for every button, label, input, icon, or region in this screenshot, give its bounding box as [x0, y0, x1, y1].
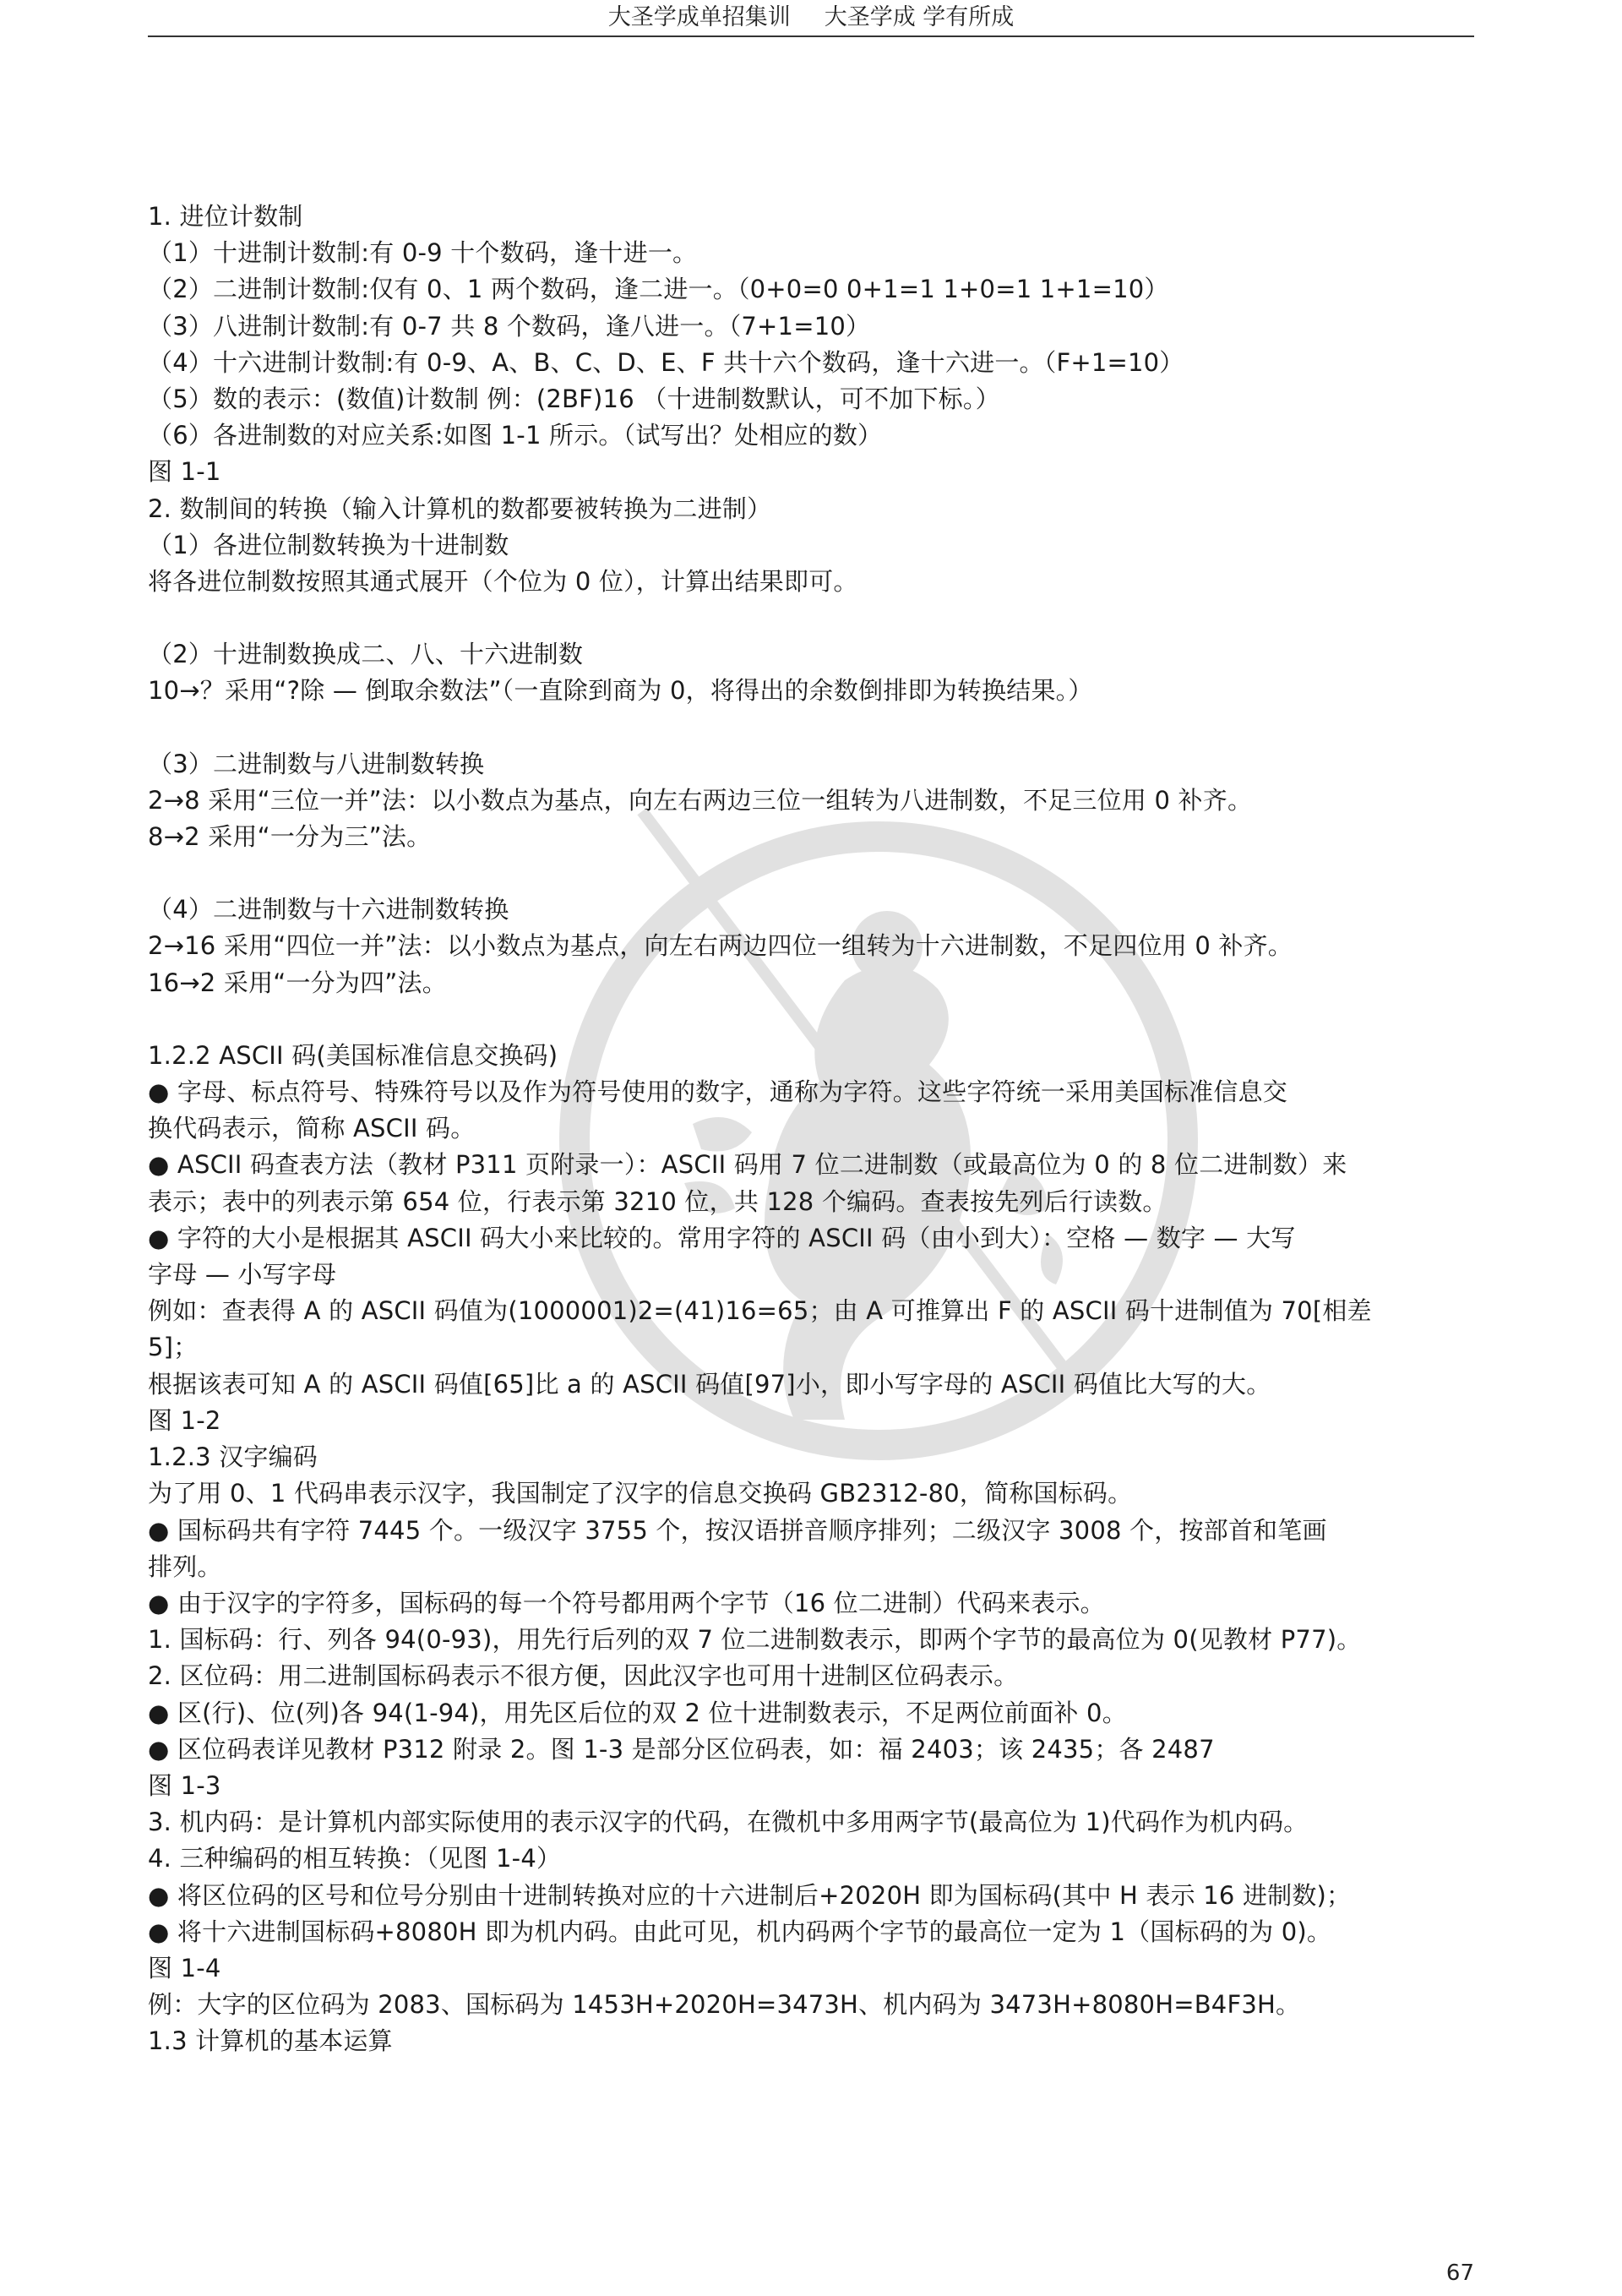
document-body: [148, 199, 1491, 2060]
text-line: 16→2 采用“一分为四”法。: [148, 968, 447, 997]
text-line: ● 区位码表详见教材 P312 附录 2。图 1-3 是部分区位码表，如：福 2403；该 2435；各 2487: [148, 1734, 1215, 1764]
page-number: 67: [1445, 2261, 1474, 2286]
text-line: 图 1-2: [148, 1405, 221, 1435]
text-line: 4. 三种编码的相互转换：（见图 1-4）: [148, 1844, 562, 1873]
text-line: 例如：查表得 A 的 ASCII 码值为(1000001)2=(41)16=65；由 A 可推算出 F 的 ASCII 码十进制值为 70[相差: [148, 1296, 1372, 1326]
text-line: （3）八进制计数制:有 0-7 共 8 个数码，逢八进一。（7+1=10）: [148, 311, 871, 341]
header-right-text: 大圣学成 学有所成: [824, 4, 1015, 30]
text-line: 表示；表中的列表示第 654 位，行表示第 3210 位，共 128 个编码。查表按先列后行读数。: [148, 1186, 1168, 1216]
text-line: 1. 国标码：行、列各 94(0-93)，用先行后列的双 7 位二进制数表示，即两个字节的最高位为 0(见教材 P77)。: [148, 1625, 1362, 1655]
text-line: 图 1-3: [148, 1770, 221, 1800]
blank-line: [148, 1001, 1491, 1038]
text-line: （6）各进制数的对应关系:如图 1-1 所示。（试写出？处相应的数）: [148, 421, 883, 450]
text-line: （2）二进制计数制:仅有 0、1 两个数码，逢二进一。（0+0=0 0+1=1 1+0=1 1+1=10）: [148, 275, 1169, 304]
text-line: 2→16 采用“四位一并”法：以小数点为基点，向左右两边四位一组转为十六进制数，不足四位用 0 补齐。: [148, 931, 1293, 961]
text-line: 10→？采用“?除 — 倒取余数法”（一直除到商为 0，将得出的余数倒排即为转换结果。）: [148, 676, 1093, 706]
blank-line: [148, 710, 1491, 746]
text-line: 8→2 采用“一分为三”法。: [148, 822, 432, 852]
text-line: ● ASCII 码查表方法（教材 P311 页附录一）：ASCII 码用 7 位二进制数（或最高位为 0 的 8 位二进制数）来: [148, 1150, 1347, 1180]
page-header: [148, 0, 1474, 37]
text-line: 例：大字的区位码为 2083、国标码为 1453H+2020H=3473H、机内码为 3473H+8080H=B4F3H。: [148, 1990, 1301, 2020]
text-line: 将各进位制数按照其通式展开（个位为 0 位），计算出结果即可。: [148, 567, 858, 597]
text-line: 1.3 计算机的基本运算: [148, 2026, 393, 2056]
text-line: （4）十六进制计数制:有 0-9、A、B、C、D、E、F 共十六个数码，逢十六进一。（F+1=10）: [148, 347, 1184, 377]
blank-line: [148, 855, 1491, 892]
text-line: ● 区(行)、位(列)各 94(1-94)，用先区后位的双 2 位十进制数表示，不足两位前面补 0。: [148, 1698, 1127, 1727]
text-line: 图 1-4: [148, 1953, 221, 1982]
text-line: 2→8 采用“三位一并”法：以小数点为基点，向左右两边三位一组转为八进制数，不足三位用 0 补齐。: [148, 785, 1253, 815]
text-line: ● 将区位码的区号和位号分别由十进制转换对应的十六进制后+2020H 即为国标码(其中 H 表示 16 进制数)；: [148, 1880, 1352, 1910]
text-line: 换代码表示，简称 ASCII 码。: [148, 1114, 476, 1143]
text-line: 图 1-1: [148, 457, 221, 487]
text-line: 1. 进位计数制: [148, 202, 303, 231]
text-line: ● 由于汉字的字符多，国标码的每一个符号都用两个字节（16 位二进制）代码来表示。: [148, 1588, 1105, 1617]
text-line: （1）十进制计数制:有 0-9 十个数码，逢十进一。: [148, 238, 698, 268]
blank-line: [148, 600, 1491, 636]
text-line: 1.2.3 汉字编码: [148, 1442, 318, 1472]
text-line: 2. 数制间的转换（输入计算机的数都要被转换为二进制）: [148, 494, 772, 523]
text-line: 根据该表可知 A 的 ASCII 码值[65]比 a 的 ASCII 码值[97]小，即小写字母的 ASCII 码值比大写的大。: [148, 1369, 1271, 1399]
text-line: （1）各进位制数转换为十进制数: [148, 530, 509, 559]
text-line: （2）十进制数换成二、八、十六进制数: [148, 640, 584, 669]
text-line: 字母 — 小写字母: [148, 1260, 337, 1290]
text-line: 1.2.2 ASCII 码(美国标准信息交换码): [148, 1040, 558, 1070]
text-line: （5）数的表示：(数值)计数制 例：(2BF)16 （十进制数默认，可不加下标。）: [148, 384, 1000, 414]
text-line: 2. 区位码：用二进制国标码表示不很方便，因此汉字也可用十进制区位码表示。: [148, 1661, 1019, 1691]
text-line: ● 字符的大小是根据其 ASCII 码大小来比较的。常用字符的 ASCII 码（由小到大）：空格 — 数字 — 大写: [148, 1223, 1296, 1252]
text-line: 5]；: [148, 1333, 199, 1362]
text-line: （3）二进制数与八进制数转换: [148, 749, 485, 778]
text-line: 排列。: [148, 1552, 222, 1581]
text-line: ● 字母、标点符号、特殊符号以及作为符号使用的数字，通称为字符。这些字符统一采用美国标准信息交: [148, 1077, 1287, 1107]
text-line: ● 将十六进制国标码+8080H 即为机内码。由此可见，机内码两个字节的最高位一定为 1（国标码的为 0)。: [148, 1917, 1332, 1946]
text-line: 3. 机内码：是计算机内部实际使用的表示汉字的代码，在微机中多用两字节(最高位为 1)代码作为机内码。: [148, 1808, 1309, 1837]
text-line: 为了用 0、1 代码串表示汉字，我国制定了汉字的信息交换码 GB2312-80，简称国标码。: [148, 1479, 1133, 1508]
header-left-text: 大圣学成单招集训: [607, 4, 791, 30]
text-line: ● 国标码共有字符 7445 个。一级汉字 3755 个，按汉语拼音顺序排列；二级汉字 3008 个，按部首和笔画: [148, 1515, 1327, 1545]
text-line: （4）二进制数与十六进制数转换: [148, 895, 509, 924]
